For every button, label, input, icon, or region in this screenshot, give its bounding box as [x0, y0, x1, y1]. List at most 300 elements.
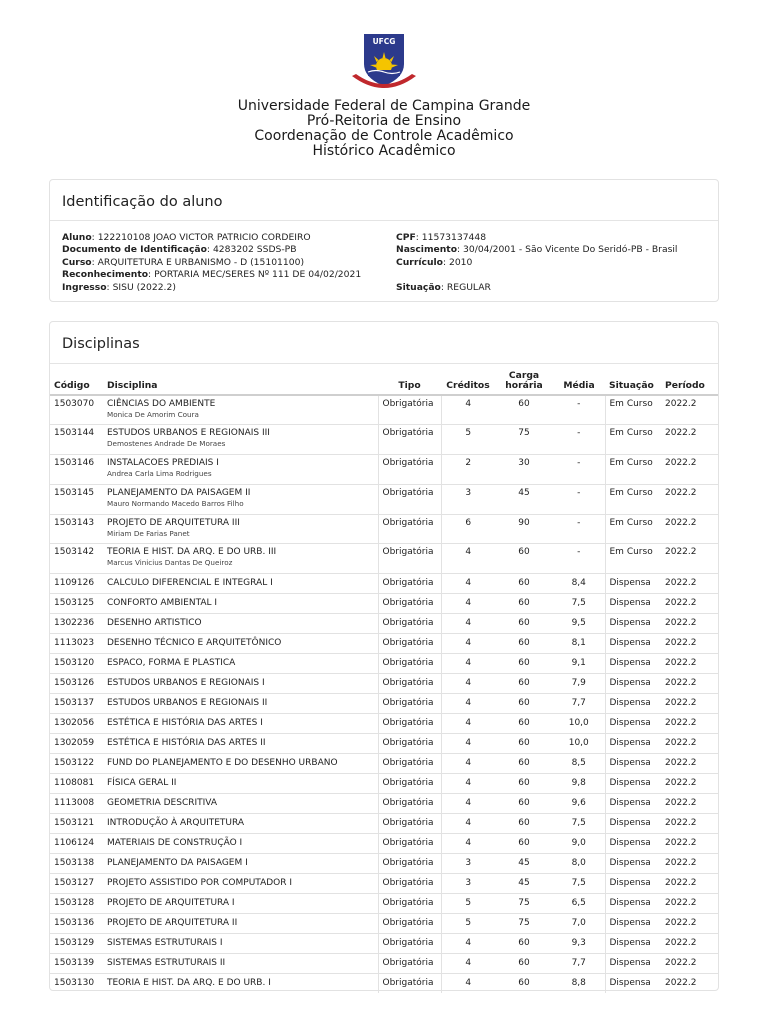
cell-codigo: 1503142	[50, 544, 103, 574]
cell-situacao: Dispensa	[605, 574, 661, 594]
identification-field: Curso: ARQUITETURA E URBANISMO - D (15101100)	[62, 256, 305, 268]
cell-creditos: 5	[441, 914, 495, 934]
cell-nome	[103, 395, 378, 425]
field-value: 11573137448	[421, 232, 487, 243]
cell-nome: INTRODUÇÃO À ARQUITETURA	[103, 814, 378, 834]
table-row	[50, 914, 718, 934]
cell-media: 9,6	[553, 794, 605, 814]
identification-right-column	[396, 232, 677, 294]
table-row	[50, 974, 718, 994]
field-label: Ingresso	[62, 281, 107, 293]
field-label: Aluno	[62, 232, 92, 243]
professor-name: Marcus Vinicius Dantas De Queiroz	[107, 558, 233, 568]
cell-carga: 30	[495, 455, 553, 485]
table-row	[50, 574, 718, 594]
cell-situacao: Dispensa	[605, 954, 661, 974]
university-name: Universidade Federal de Campina Grande	[237, 98, 531, 114]
cell-nome: SISTEMAS ESTRUTURAIS II	[103, 954, 378, 974]
cell-carga: 60	[495, 934, 553, 954]
cell-periodo: 2022.2	[661, 634, 718, 654]
cell-tipo: Obrigatória	[378, 694, 441, 714]
cell-situacao: Dispensa	[605, 634, 661, 654]
cell-situacao: Dispensa	[605, 594, 661, 614]
cell-tipo: Obrigatória	[378, 754, 441, 774]
cell-carga: 45	[495, 874, 553, 894]
cell-carga: 60	[495, 974, 553, 994]
cell-tipo: Obrigatória	[378, 734, 441, 754]
cell-creditos: 4	[441, 674, 495, 694]
cell-media: -	[553, 455, 605, 485]
cell-carga: 60	[495, 594, 553, 614]
cell-nome: PLANEJAMENTO DA PAISAGEM I	[103, 854, 378, 874]
disciplines-card	[49, 321, 719, 991]
cell-nome: ESTÉTICA E HISTÓRIA DAS ARTES I	[103, 714, 378, 734]
cell-nome	[103, 455, 378, 485]
document-title: Histórico Acadêmico	[312, 143, 456, 159]
cell-media: -	[553, 514, 605, 544]
cell-periodo: 2022.2	[661, 544, 718, 574]
cell-periodo: 2022.2	[661, 694, 718, 714]
cell-tipo: Obrigatória	[378, 634, 441, 654]
cell-tipo: Obrigatória	[378, 914, 441, 934]
cell-codigo: 1503145	[50, 484, 103, 514]
cell-tipo: Obrigatória	[378, 714, 441, 734]
cell-situacao: Dispensa	[605, 754, 661, 774]
cell-codigo: 1302236	[50, 614, 103, 634]
cell-nome: CONFORTO AMBIENTAL I	[103, 594, 378, 614]
field-label: Situação	[396, 281, 441, 293]
table-row	[50, 484, 718, 514]
cell-tipo: Obrigatória	[378, 974, 441, 994]
cell-carga: 60	[495, 654, 553, 674]
cell-codigo: 1503137	[50, 694, 103, 714]
table-row	[50, 814, 718, 834]
cell-media: 9,3	[553, 934, 605, 954]
table-row	[50, 774, 718, 794]
table-row	[50, 514, 718, 544]
table-row	[50, 544, 718, 574]
cell-creditos: 4	[441, 814, 495, 834]
cell-situacao: Dispensa	[605, 654, 661, 674]
header-carga-horaria: Carga horária	[495, 366, 553, 395]
table-row	[50, 954, 718, 974]
discipline-name: CIÊNCIAS DO AMBIENTE	[107, 399, 216, 409]
cell-periodo: 2022.2	[661, 874, 718, 894]
cell-carga: 60	[495, 754, 553, 774]
cell-media: 7,7	[553, 694, 605, 714]
cell-tipo: Obrigatória	[378, 794, 441, 814]
cell-tipo: Obrigatória	[378, 954, 441, 974]
identification-field: CPF: 11573137448	[396, 232, 487, 243]
cell-situacao: Dispensa	[605, 974, 661, 994]
table-row	[50, 674, 718, 694]
cell-codigo: 1503146	[50, 455, 103, 485]
cell-creditos: 3	[441, 854, 495, 874]
cell-periodo: 2022.2	[661, 914, 718, 934]
cell-nome: CALCULO DIFERENCIAL E INTEGRAL I	[103, 574, 378, 594]
cell-carga: 60	[495, 674, 553, 694]
cell-creditos: 4	[441, 794, 495, 814]
cell-codigo: 1503126	[50, 674, 103, 694]
cell-tipo: Obrigatória	[378, 934, 441, 954]
cell-codigo: 1503070	[50, 395, 103, 425]
cell-situacao: Dispensa	[605, 614, 661, 634]
cell-media: 10,0	[553, 734, 605, 754]
header-codigo: Código	[50, 366, 103, 395]
field-value: PORTARIA MEC/SERES Nº 111 DE 04/02/2021	[154, 269, 362, 281]
disciplines-title: Disciplinas	[50, 322, 718, 364]
table-row	[50, 794, 718, 814]
cell-media: 8,8	[553, 974, 605, 994]
cell-creditos: 4	[441, 654, 495, 674]
cell-carga: 60	[495, 694, 553, 714]
field-label: Reconhecimento	[62, 269, 149, 281]
cell-nome: DESENHO ARTISTICO	[103, 614, 378, 634]
cell-carga: 60	[495, 814, 553, 834]
cell-periodo: 2022.2	[661, 794, 718, 814]
cell-nome: ESTUDOS URBANOS E REGIONAIS II	[103, 694, 378, 714]
cell-media: -	[553, 484, 605, 514]
cell-codigo: 1106124	[50, 834, 103, 854]
cell-situacao: Em Curso	[605, 425, 661, 455]
cell-creditos: 4	[441, 834, 495, 854]
cell-carga: 90	[495, 514, 553, 544]
cell-codigo: 1113023	[50, 634, 103, 654]
cell-creditos: 4	[441, 395, 495, 425]
cell-tipo: Obrigatória	[378, 425, 441, 455]
logo-text: UFCG	[372, 37, 396, 46]
cell-periodo: 2022.2	[661, 594, 718, 614]
header-disciplina: Disciplina	[103, 366, 378, 395]
cell-nome: PROJETO ASSISTIDO POR COMPUTADOR I	[103, 874, 378, 894]
cell-media: 9,0	[553, 834, 605, 854]
cell-tipo: Obrigatória	[378, 674, 441, 694]
field-label: CPF	[396, 232, 416, 243]
field-label: Documento de Identificação	[62, 244, 207, 256]
cell-creditos: 4	[441, 734, 495, 754]
table-row	[50, 654, 718, 674]
cell-creditos: 4	[441, 774, 495, 794]
cell-nome: FÍSICA GERAL II	[103, 774, 378, 794]
cell-periodo: 2022.2	[661, 714, 718, 734]
cell-situacao: Em Curso	[605, 455, 661, 485]
identification-field: Aluno: 122210108 JOAO VICTOR PATRICIO CORDEIRO	[62, 232, 311, 243]
field-value: 2010	[448, 256, 473, 268]
cell-carga: 60	[495, 954, 553, 974]
discipline-name: PLANEJAMENTO DA PAISAGEM II	[107, 487, 251, 498]
field-label: Curso	[62, 256, 92, 268]
professor-name: Monica De Amorim Coura	[107, 410, 199, 419]
professor-name: Mauro Normando Macedo Barros Filho	[107, 498, 244, 508]
cell-media: 7,5	[553, 814, 605, 834]
cell-creditos: 3	[441, 484, 495, 514]
cell-periodo: 2022.2	[661, 754, 718, 774]
cell-situacao: Dispensa	[605, 734, 661, 754]
identification-left-column	[62, 232, 361, 294]
cell-periodo: 2022.2	[661, 934, 718, 954]
cell-situacao: Em Curso	[605, 484, 661, 514]
cell-media: -	[553, 544, 605, 574]
table-row	[50, 425, 718, 455]
identification-field: Ingresso: SISU (2022.2)	[62, 281, 176, 293]
cell-nome: GEOMETRIA DESCRITIVA	[103, 794, 378, 814]
cell-situacao: Dispensa	[605, 814, 661, 834]
cell-creditos: 4	[441, 614, 495, 634]
cell-tipo: Obrigatória	[378, 544, 441, 574]
identification-field	[396, 269, 677, 281]
cell-media: 9,1	[553, 654, 605, 674]
cell-situacao: Dispensa	[605, 774, 661, 794]
cell-tipo: Obrigatória	[378, 614, 441, 634]
cell-codigo: 1503143	[50, 514, 103, 544]
cell-nome: MATERIAIS DE CONSTRUÇÃO I	[103, 834, 378, 854]
cell-creditos: 4	[441, 694, 495, 714]
cell-nome	[103, 484, 378, 514]
cell-situacao: Dispensa	[605, 674, 661, 694]
cell-media: -	[553, 395, 605, 425]
cell-media: 8,5	[553, 754, 605, 774]
cell-carga: 60	[495, 774, 553, 794]
field-label: Nascimento	[396, 244, 458, 256]
cell-carga: 45	[495, 484, 553, 514]
cell-codigo: 1503136	[50, 914, 103, 934]
cell-carga: 75	[495, 894, 553, 914]
cell-creditos: 4	[441, 954, 495, 974]
cell-media: 9,5	[553, 614, 605, 634]
cell-periodo: 2022.2	[661, 574, 718, 594]
professor-name: Demostenes Andrade De Moraes	[107, 439, 226, 449]
cell-periodo: 2022.2	[661, 734, 718, 754]
cell-media: 8,1	[553, 634, 605, 654]
cell-periodo: 2022.2	[661, 774, 718, 794]
cell-codigo: 1503127	[50, 874, 103, 894]
cell-codigo: 1302056	[50, 714, 103, 734]
discipline-name: INSTALACOES PREDIAIS I	[107, 458, 219, 469]
identification-title: Identificação do aluno	[50, 180, 718, 221]
cell-tipo: Obrigatória	[378, 594, 441, 614]
cell-tipo: Obrigatória	[378, 654, 441, 674]
identification-field: Situação: REGULAR	[396, 281, 491, 293]
cell-media: 7,5	[553, 874, 605, 894]
cell-codigo: 1503139	[50, 954, 103, 974]
cell-codigo: 1503128	[50, 894, 103, 914]
cell-media: 7,5	[553, 594, 605, 614]
cell-carga: 60	[495, 794, 553, 814]
cell-codigo: 1503129	[50, 934, 103, 954]
table-row	[50, 634, 718, 654]
cell-situacao: Em Curso	[605, 395, 661, 425]
field-label: Currículo	[396, 256, 443, 268]
cell-media: 10,0	[553, 714, 605, 734]
discipline-name: TEORIA E HIST. DA ARQ. E DO URB. III	[107, 547, 277, 558]
cell-situacao: Dispensa	[605, 694, 661, 714]
discipline-name: PROJETO DE ARQUITETURA III	[107, 517, 240, 528]
cell-tipo: Obrigatória	[378, 455, 441, 485]
cell-creditos: 4	[441, 634, 495, 654]
table-row	[50, 734, 718, 754]
cell-periodo: 2022.2	[661, 974, 718, 994]
cell-creditos: 4	[441, 754, 495, 774]
ufcg-logo	[348, 30, 420, 96]
cell-codigo: 1108081	[50, 774, 103, 794]
header-tipo: Tipo	[378, 366, 441, 395]
cell-codigo: 1503130	[50, 974, 103, 994]
cell-periodo: 2022.2	[661, 484, 718, 514]
cell-creditos: 4	[441, 544, 495, 574]
cell-periodo: 2022.2	[661, 954, 718, 974]
cell-situacao: Dispensa	[605, 854, 661, 874]
cell-nome: ESTÉTICA E HISTÓRIA DAS ARTES II	[103, 734, 378, 754]
cell-carga: 60	[495, 714, 553, 734]
disciplines-table	[50, 366, 718, 993]
cell-codigo: 1109126	[50, 574, 103, 594]
cell-media: 8,0	[553, 854, 605, 874]
cell-carga: 60	[495, 574, 553, 594]
cell-creditos: 5	[441, 894, 495, 914]
identification-field: Nascimento: 30/04/2001 - São Vicente Do Seridó-PB - Brasil	[396, 244, 678, 256]
cell-tipo: Obrigatória	[378, 834, 441, 854]
cell-tipo: Obrigatória	[378, 814, 441, 834]
cell-creditos: 5	[441, 425, 495, 455]
cell-nome: SISTEMAS ESTRUTURAIS I	[103, 934, 378, 954]
cell-tipo: Obrigatória	[378, 514, 441, 544]
cell-creditos: 4	[441, 574, 495, 594]
cell-situacao: Dispensa	[605, 894, 661, 914]
cell-nome: ESPACO, FORMA E PLASTICA	[103, 654, 378, 674]
discipline-name: ESTUDOS URBANOS E REGIONAIS III	[107, 428, 270, 439]
cell-tipo: Obrigatória	[378, 574, 441, 594]
cell-tipo: Obrigatória	[378, 774, 441, 794]
cell-nome	[103, 544, 378, 574]
field-value: 122210108 JOAO VICTOR PATRICIO CORDEIRO	[97, 232, 311, 243]
cell-carga: 60	[495, 634, 553, 654]
document-header	[0, 99, 768, 159]
cell-nome: FUND DO PLANEJAMENTO E DO DESENHO URBANO	[103, 754, 378, 774]
cell-tipo: Obrigatória	[378, 395, 441, 425]
identification-field: Currículo: 2010	[396, 256, 473, 268]
professor-name: Andrea Carla Lima Rodrigues	[107, 469, 212, 479]
cell-nome	[103, 425, 378, 455]
cell-carga: 60	[495, 544, 553, 574]
table-row	[50, 714, 718, 734]
cell-media: 7,7	[553, 954, 605, 974]
cell-codigo: 1503122	[50, 754, 103, 774]
cell-creditos: 4	[441, 714, 495, 734]
cell-situacao: Em Curso	[605, 544, 661, 574]
table-row	[50, 395, 718, 425]
cell-periodo: 2022.2	[661, 614, 718, 634]
cell-periodo: 2022.2	[661, 514, 718, 544]
professor-name: Miriam De Farias Panet	[107, 528, 190, 538]
cell-codigo: 1302059	[50, 734, 103, 754]
field-value: REGULAR	[446, 281, 491, 293]
cell-media: 7,0	[553, 914, 605, 934]
cell-codigo: 1503144	[50, 425, 103, 455]
cell-codigo: 1503121	[50, 814, 103, 834]
cell-periodo: 2022.2	[661, 395, 718, 425]
header-periodo: Período	[661, 366, 718, 395]
cell-creditos: 3	[441, 874, 495, 894]
table-row	[50, 894, 718, 914]
cell-tipo: Obrigatória	[378, 484, 441, 514]
cell-carga: 60	[495, 614, 553, 634]
cell-codigo: 1503125	[50, 594, 103, 614]
table-row	[50, 834, 718, 854]
cell-media: 6,5	[553, 894, 605, 914]
cell-media: 7,9	[553, 674, 605, 694]
cell-codigo: 1113008	[50, 794, 103, 814]
cell-creditos: 4	[441, 594, 495, 614]
cell-nome: ESTUDOS URBANOS E REGIONAIS I	[103, 674, 378, 694]
cell-nome: TEORIA E HIST. DA ARQ. E DO URB. I	[103, 974, 378, 994]
cell-periodo: 2022.2	[661, 455, 718, 485]
cell-situacao: Dispensa	[605, 714, 661, 734]
header-media: Média	[553, 366, 605, 395]
cell-carga: 60	[495, 834, 553, 854]
cell-creditos: 2	[441, 455, 495, 485]
cell-periodo: 2022.2	[661, 894, 718, 914]
cell-carga: 45	[495, 854, 553, 874]
identification-field: Reconhecimento: PORTARIA MEC/SERES Nº 111 DE 04/02/2021	[62, 269, 362, 281]
cell-tipo: Obrigatória	[378, 874, 441, 894]
cell-media: -	[553, 425, 605, 455]
table-row	[50, 874, 718, 894]
field-value: SISU (2022.2)	[112, 281, 176, 293]
table-row	[50, 934, 718, 954]
table-row	[50, 614, 718, 634]
cell-nome	[103, 514, 378, 544]
cell-creditos: 4	[441, 934, 495, 954]
header-situacao: Situação	[605, 366, 661, 395]
cell-situacao: Dispensa	[605, 874, 661, 894]
cell-situacao: Em Curso	[605, 514, 661, 544]
pro-reitoria: Pró-Reitoria de Ensino	[306, 113, 462, 129]
cell-situacao: Dispensa	[605, 914, 661, 934]
cell-periodo: 2022.2	[661, 654, 718, 674]
cell-carga: 60	[495, 734, 553, 754]
table-row	[50, 754, 718, 774]
cell-tipo: Obrigatória	[378, 894, 441, 914]
identification-field: Documento de Identificação: 4283202 SSDS-PB	[62, 244, 297, 256]
cell-periodo: 2022.2	[661, 674, 718, 694]
cell-periodo: 2022.2	[661, 854, 718, 874]
cell-situacao: Dispensa	[605, 934, 661, 954]
field-value: 4283202 SSDS-PB	[212, 244, 297, 256]
cell-media: 9,8	[553, 774, 605, 794]
student-identification-card	[49, 179, 719, 302]
cell-tipo: Obrigatória	[378, 854, 441, 874]
cell-carga: 75	[495, 914, 553, 934]
cell-situacao: Dispensa	[605, 834, 661, 854]
table-row	[50, 594, 718, 614]
cell-periodo: 2022.2	[661, 425, 718, 455]
cell-carga: 75	[495, 425, 553, 455]
cell-codigo: 1503138	[50, 854, 103, 874]
table-row	[50, 455, 718, 485]
coordenacao: Coordenação de Controle Acadêmico	[254, 128, 514, 144]
cell-media: 8,4	[553, 574, 605, 594]
field-value: 30/04/2001 - São Vicente Do Seridó-PB - Brasil	[463, 244, 678, 256]
header-creditos: Créditos	[441, 366, 495, 395]
cell-situacao: Dispensa	[605, 794, 661, 814]
cell-creditos: 4	[441, 974, 495, 994]
field-value: ARQUITETURA E URBANISMO - D (15101100)	[97, 256, 305, 268]
cell-codigo: 1503120	[50, 654, 103, 674]
cell-nome: PROJETO DE ARQUITETURA II	[103, 914, 378, 934]
table-header-row	[50, 366, 718, 395]
cell-nome: PROJETO DE ARQUITETURA I	[103, 894, 378, 914]
table-row	[50, 854, 718, 874]
